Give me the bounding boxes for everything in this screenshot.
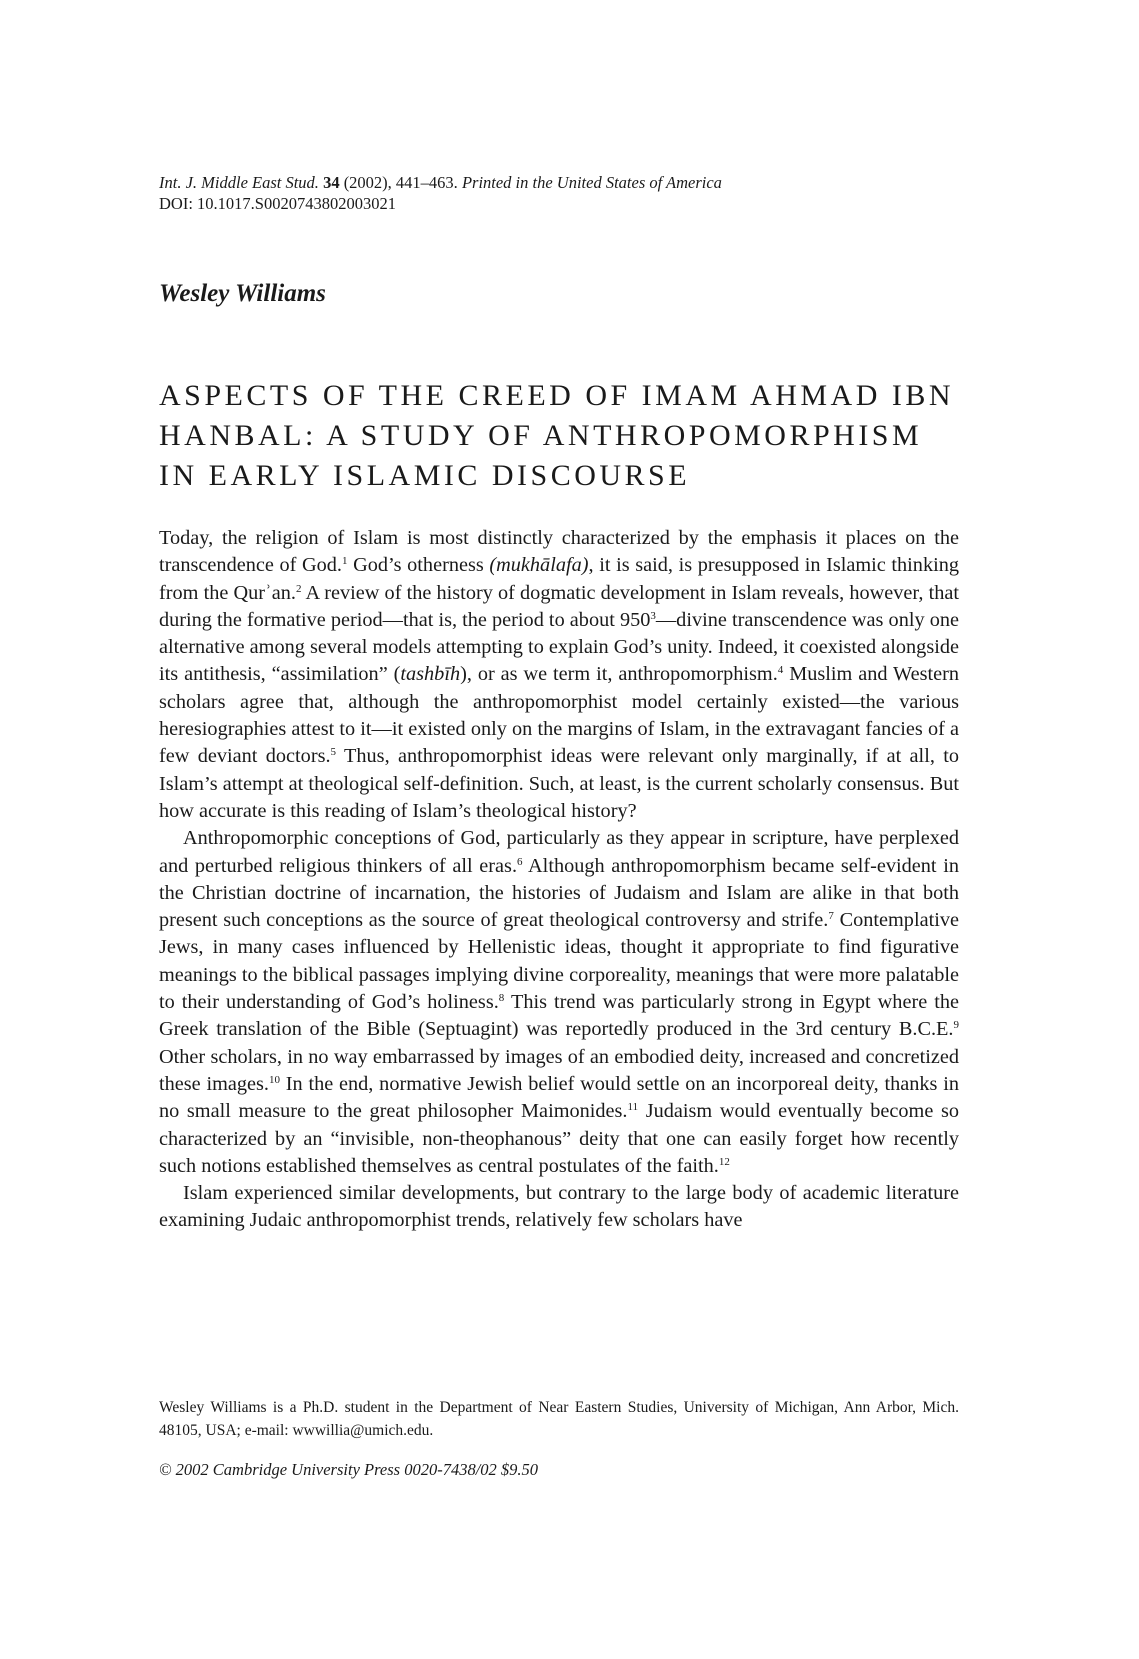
text-run: This trend was particularly strong in Egypt where the Greek translation of the Bible (Septuagint) was reportedly produced in the 3rd century: [159, 991, 959, 1041]
doi: DOI: 10.1017.S0020743802003021: [159, 194, 396, 213]
text-run: A review of the history of dogmatic development in Islam reveals, however, that during the formative period—that is, the period to about 950: [159, 581, 959, 631]
volume: 34: [323, 173, 340, 192]
footnote-ref: 12: [718, 1155, 730, 1168]
small-caps-text: B.C.E.: [898, 1018, 954, 1041]
text-run: Islam experienced similar developments, but contrary to the large body of academic literature examining Judaic anthropomorphist trends, relatively few scholars have: [159, 1182, 959, 1232]
text-run: , it is said, is presupposed in Islamic thinking from the Qurʾan.: [159, 554, 960, 604]
text-run: Today, the religion of Islam is most distinctly characterized by the emphasis it places on the transcendence of God.: [159, 527, 959, 577]
title-line: IN EARLY ISLAMIC DISCOURSE: [159, 459, 691, 492]
footnote-ref: 7: [828, 910, 834, 923]
author-name: Wesley Williams: [159, 280, 326, 307]
article-title: [159, 376, 1059, 496]
text-run: Judaism would eventually become so characterized by an “invisible, non-theophanous” deity that one can easily forget how recently such notions established themselves as central postulates of the faith.: [159, 1100, 959, 1177]
citation-line: [159, 172, 722, 193]
journal-abbrev: Int. J. Middle East Stud.: [159, 173, 319, 192]
year-pages: (2002), 441–463.: [343, 173, 458, 192]
footnote-ref: 1: [341, 555, 348, 568]
text-run: Contemplative Jews, in many cases influenced by Hellenistic ideas, thought it appropriate to find figurative meanings to the biblical passages implying divine corporeality, meanings that were more palatable to their understanding of God’s holiness.: [159, 909, 959, 1014]
text-run: Anthropomorphic conceptions of God, particularly as they appear in scripture, have perplexed and perturbed religious thinkers of all eras.: [159, 827, 959, 877]
footnote-ref: 5: [330, 746, 337, 759]
copyright: © 2002 Cambridge University Press 0020-7438/02 $9.50: [159, 1460, 539, 1479]
article-body: [159, 525, 959, 1235]
italic-term: tashbīh: [400, 663, 461, 686]
text-run: In the end, normative Jewish belief would settle on an incorporeal deity, thanks in no small measure to the great philosopher Maimonides.: [159, 1072, 959, 1123]
text-run: Muslim and Western scholars agree that, although the anthropomorphist model certainly existed—the various heresiographies attest to it—it existed only on the margins of Islam, in the extravagant fancies of a few deviant doctors.: [159, 663, 959, 768]
text-run: Although anthropomorphism became self-evident in the Christian doctrine of incarnation, the histories of Judaism and Islam are alike in that both present such conceptions as the source of great theological controversy and strife.: [159, 854, 959, 932]
text-run: God’s otherness: [347, 554, 490, 577]
text-run: Other scholars, in no way embarrassed by images of an embodied deity, increased and concretized these images.: [159, 1045, 959, 1095]
author-footnote: Wesley Williams is a Ph.D. student in the Department of Near Eastern Studies, University of Michigan, Ann Arbor, Mich. 48105, USA; e-mail: wwwillia@umich.edu.: [159, 1399, 959, 1439]
paragraph: [159, 825, 959, 1180]
text-run: Thus, anthropomorphist ideas were relevant only marginally, if at all, to Islam’s attempt at theological self-definition. Such, at least, is the current scholarly consensus. But how accurate is this reading of Islam’s theological history?: [159, 745, 960, 822]
footnote-ref: 3: [650, 609, 656, 622]
footnote-ref: 4: [777, 664, 784, 677]
paragraph: [159, 525, 959, 825]
footnote-ref: 6: [517, 855, 523, 868]
footnote-ref: 8: [498, 992, 505, 1005]
footnote-ref: 10: [268, 1073, 280, 1086]
footnote-ref: 9: [953, 1019, 959, 1032]
title-line: ASPECTS OF THE CREED OF IMAM AHMAD IBN: [159, 379, 955, 412]
printed-note: Printed in the United States of America: [461, 173, 722, 192]
paragraph: [159, 1180, 959, 1235]
journal-header: [159, 172, 722, 214]
footnote-ref: 2: [296, 582, 302, 595]
italic-term: (mukhālafa): [489, 554, 589, 577]
footnote-ref: 11: [627, 1101, 639, 1114]
text-run: —divine transcendence was only one alternative among several models attempting to explain God’s unity. Indeed, it coexisted alongside its antithesis, “assimilation” (: [159, 608, 959, 686]
text-run: ), or as we term it, anthropomorphism.: [460, 663, 778, 686]
title-line: HANBAL: A STUDY OF ANTHROPOMORPHISM: [159, 419, 923, 452]
